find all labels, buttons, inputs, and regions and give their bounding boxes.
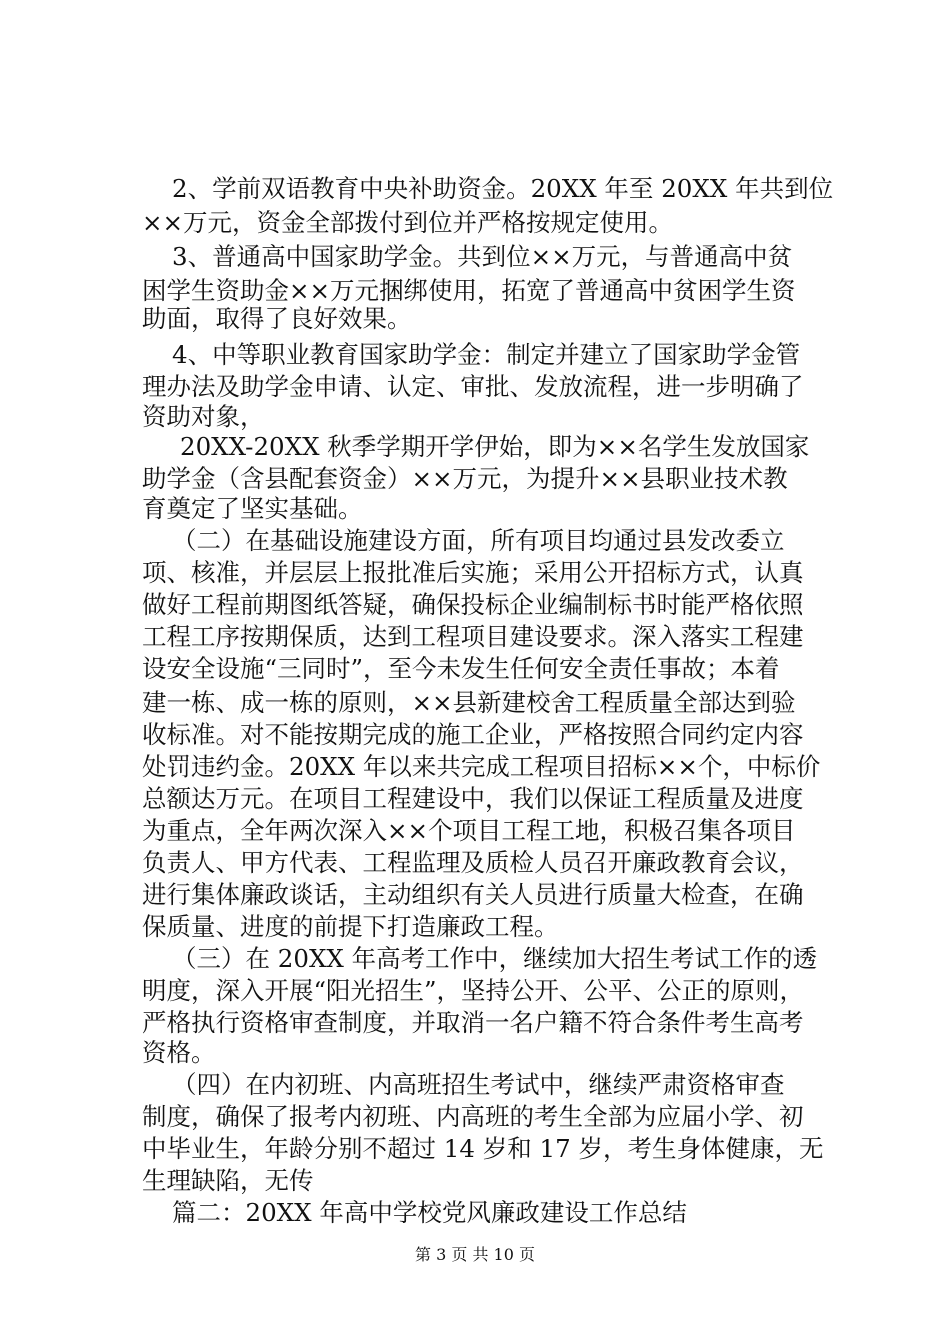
text-line: 为重点，全年两次深入××个项目工程工地，积极召集各项目 [142, 816, 796, 845]
text-line: （三）在 20XX 年高考工作中，继续加大招生考试工作的透 [172, 944, 818, 973]
text-line: 制度，确保了报考内初班、内高班的考生全部为应届小学、初 [142, 1102, 804, 1131]
text-line: （二）在基础设施建设方面，所有项目均通过县发改委立 [172, 526, 785, 555]
text-line: 保质量、进度的前提下打造廉政工程。 [142, 912, 559, 941]
page-number-footer: 第 3 页 共 10 页 [415, 1245, 535, 1264]
text-line: 收标准。对不能按期完成的施工企业，严格按照合同约定内容 [142, 720, 804, 749]
text-line: 进行集体廉政谈话，主动组织有关人员进行质量大检查，在确 [142, 880, 804, 909]
text-line: 3、普通高中国家助学金。共到位××万元，与普通高中贫 [172, 242, 793, 271]
text-line: 工程工序按期保质，达到工程项目建设要求。深入落实工程建 [142, 622, 804, 651]
text-line: 助学金（含县配套资金）××万元，为提升××县职业技术教 [142, 464, 788, 493]
text-line: （四）在内初班、内高班招生考试中，继续严肃资格审查 [172, 1070, 785, 1099]
text-line: 总额达万元。在项目工程建设中，我们以保证工程质量及进度 [142, 784, 804, 813]
text-line: 负责人、甲方代表、工程监理及质检人员召开廉政教育会议， [142, 848, 804, 877]
text-line: 生理缺陷，无传 [142, 1166, 314, 1195]
text-line: 中毕业生，年龄分别不超过 14 岁和 17 岁，考生身体健康，无 [142, 1134, 824, 1163]
text-line: 困学生资助金××万元捆绑使用，拓宽了普通高中贫困学生资 [142, 276, 796, 305]
text-line: 项、核准，并层层上报批准后实施；采用公开招标方式，认真 [142, 558, 804, 587]
text-line: 4、中等职业教育国家助学金：制定并建立了国家助学金管 [172, 340, 801, 369]
text-line: 育奠定了坚实基础。 [142, 494, 363, 523]
text-line: 助面，取得了良好效果。 [142, 304, 412, 333]
text-line: 2、学前双语教育中央补助资金。20XX 年至 20XX 年共到位 [172, 174, 834, 203]
text-line: 理办法及助学金申请、认定、审批、发放流程，进一步明确了 [142, 372, 804, 401]
text-line: ××万元，资金全部拨付到位并严格按规定使用。 [142, 208, 674, 237]
text-line: 严格执行资格审查制度，并取消一名户籍不符合条件考生高考 [142, 1008, 804, 1037]
text-line: 设安全设施“三同时”，至今未发生任何安全责任事故；本着 [142, 654, 780, 683]
text-line: 做好工程前期图纸答疑，确保投标企业编制标书时能严格依照 [142, 590, 804, 619]
text-line: 明度，深入开展“阳光招生”，坚持公开、公平、公正的原则， [142, 976, 805, 1005]
text-line: 建一栋、成一栋的原则，××县新建校舍工程质量全部达到验 [142, 688, 796, 717]
text-line: 处罚违约金。20XX 年以来共完成工程项目招标××个，中标价 [142, 752, 821, 781]
text-line: 资格。 [142, 1038, 216, 1067]
text-line: 篇二：20XX 年高中学校党风廉政建设工作总结 [172, 1198, 687, 1227]
text-line: 资助对象， [142, 402, 265, 431]
text-line: 20XX-20XX 秋季学期开学伊始，即为××名学生发放国家 [180, 432, 810, 461]
